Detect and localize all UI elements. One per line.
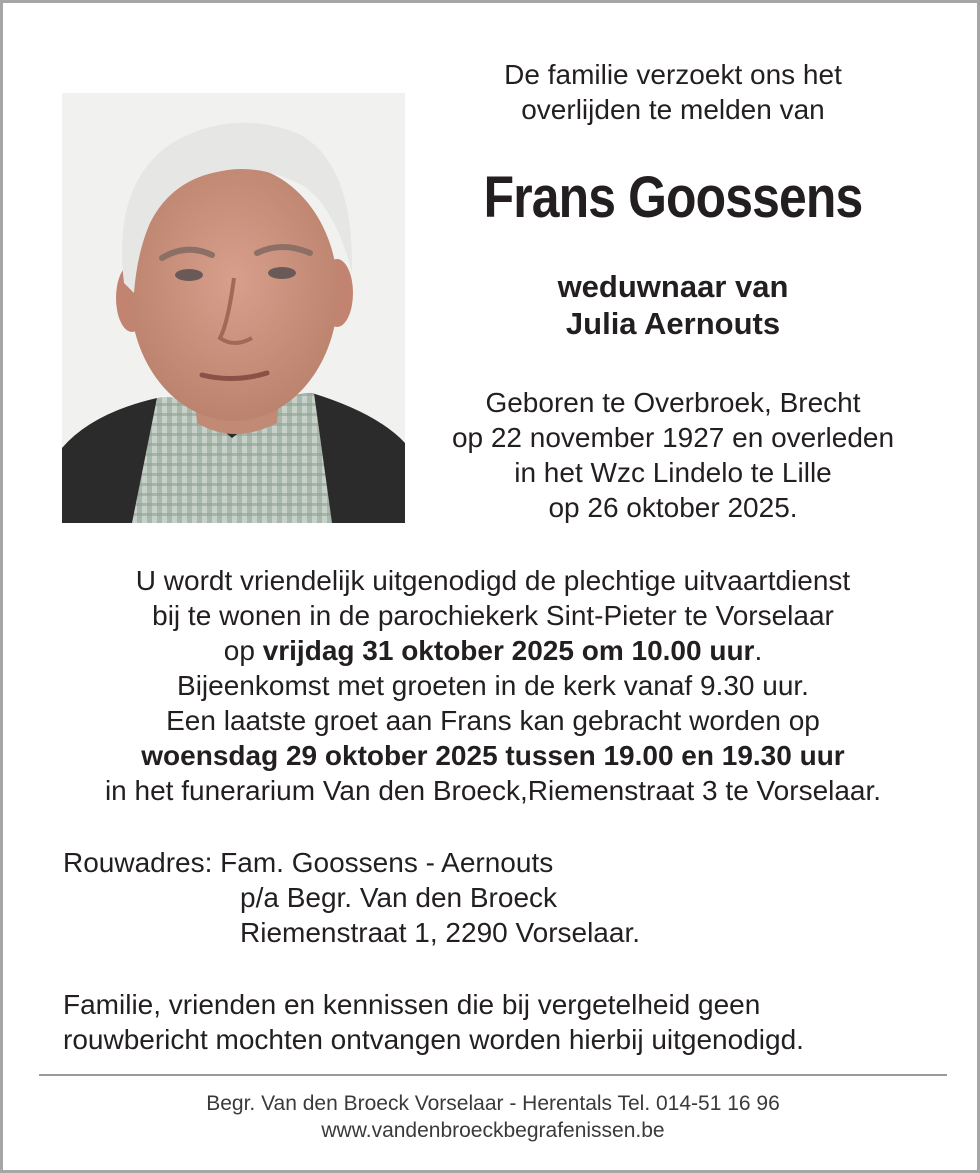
closing-text — [63, 987, 943, 1057]
birth-line: op 22 november 1927 en overleden — [451, 422, 895, 453]
widow-line: weduwnaar van — [557, 269, 789, 304]
birth-death-info — [423, 385, 923, 525]
service-date-suffix: . — [754, 635, 763, 666]
service-date-line — [23, 633, 963, 668]
footer-website: www.vandenbroeckbegrafenissen.be — [321, 1119, 665, 1142]
footer — [23, 1090, 963, 1144]
birth-line: op 26 oktober 2025. — [548, 492, 798, 523]
birth-line: Geboren te Overbroek, Brecht — [485, 387, 861, 418]
mourning-address — [63, 845, 923, 950]
widow-of — [423, 268, 923, 342]
service-line: Bijeenkomst met groeten in de kerk vanaf 9.30 uur. — [177, 670, 809, 701]
visitation-date: woensdag 29 oktober 2025 tussen 19.00 en 19.30 uur — [141, 740, 845, 771]
intro-line: overlijden te melden van — [521, 94, 825, 125]
intro-line: De familie verzoekt ons het — [504, 59, 842, 90]
service-line: bij te wonen in de parochiekerk Sint-Pieter te Vorselaar — [152, 600, 834, 631]
birth-line: in het Wzc Lindelo te Lille — [514, 457, 832, 488]
visitation-date-line — [23, 738, 963, 773]
funeral-service-info — [23, 563, 963, 808]
service-date: vrijdag 31 oktober 2025 om 10.00 uur — [262, 635, 755, 666]
portrait-photo — [62, 93, 405, 523]
service-line: in het funerarium Van den Broeck,Riemenstraat 3 te Vorselaar. — [104, 775, 882, 806]
footer-contact: Begr. Van den Broeck Vorselaar - Herentals Tel. 014-51 16 96 — [206, 1092, 780, 1115]
intro-text — [423, 57, 923, 127]
service-date-prefix: op — [223, 635, 263, 666]
spouse-name: Julia Aernouts — [565, 306, 781, 341]
closing-line: rouwbericht mochten ontvangen worden hierbij uitgenodigd. — [63, 1024, 804, 1055]
closing-line: Familie, vrienden en kennissen die bij vergetelheid geen — [63, 989, 761, 1020]
service-line: U wordt vriendelijk uitgenodigd de plechtige uitvaartdienst — [135, 565, 851, 596]
address-line: Rouwadres: Fam. Goossens - Aernouts — [63, 847, 554, 878]
service-line: Een laatste groet aan Frans kan gebracht worden op — [166, 705, 820, 736]
address-line: Riemenstraat 1, 2290 Vorselaar. — [240, 917, 641, 948]
address-line: p/a Begr. Van den Broeck — [240, 882, 558, 913]
deceased-name: Frans Goossens — [483, 165, 863, 230]
footer-divider — [39, 1074, 947, 1076]
